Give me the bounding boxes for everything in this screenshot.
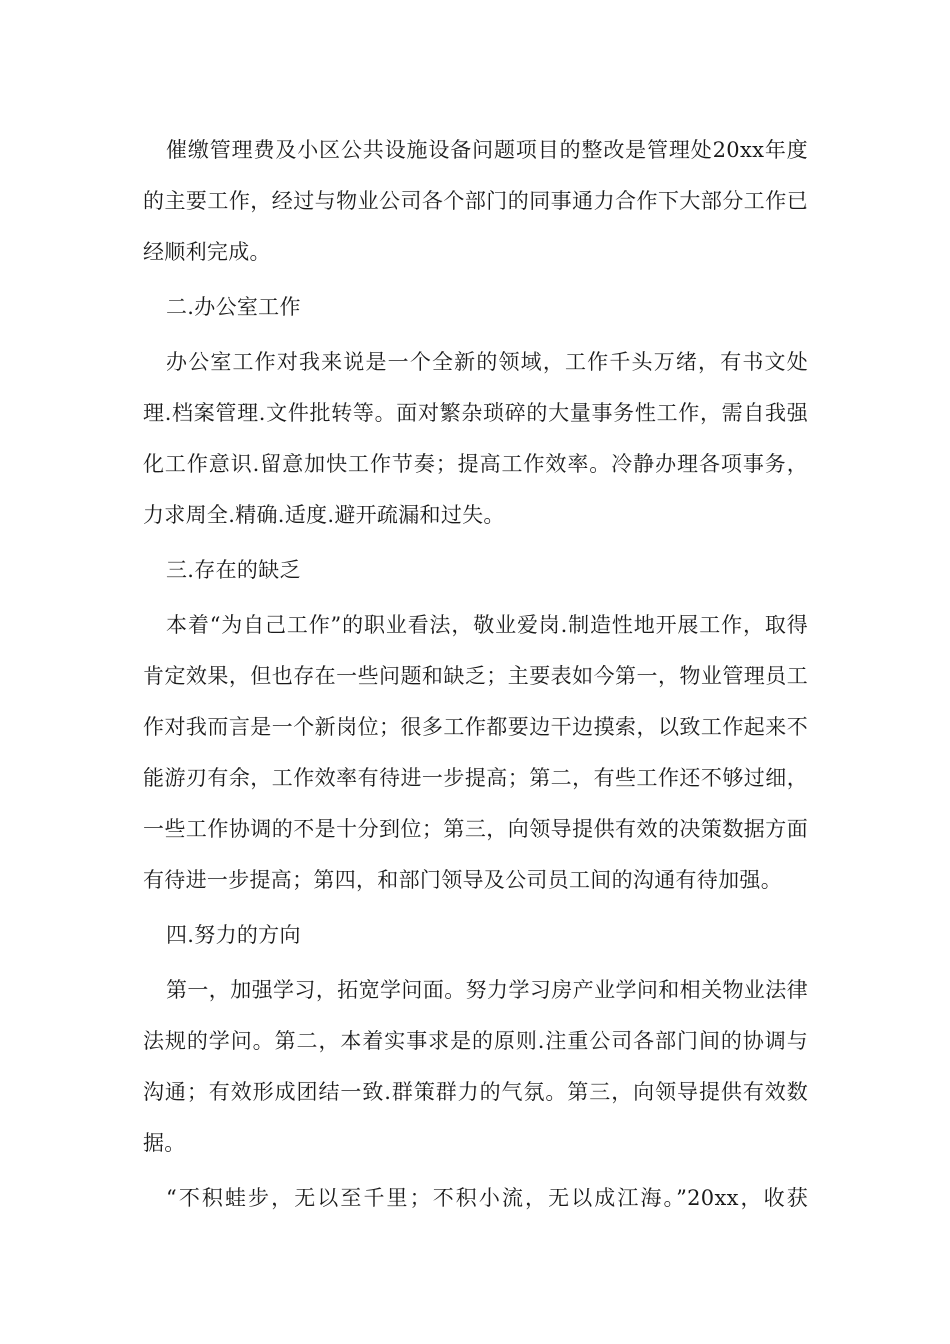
paragraph-direction: 第一，加强学习，拓宽学问面。努力学习房产业学问和相关物业法律法规的学问。第二，本着实事求是的原则.注重公司各部门间的协调与沟通；有效形成团结一致.群策群力的气氛。第三，向领导提供有效数据。: [143, 978, 808, 1155]
paragraph-office-work: 办公室工作对我来说是一个全新的领域，工作千头万绪，有书文处理.档案管理.文件批转等。面对繁杂琐碎的大量事务性工作，需自我强化工作意识.留意加快工作节奏；提高工作效率。冷静办理各项事务，力求周全.精确.适度.避开疏漏和过失。: [143, 350, 808, 527]
paragraph-fee-collection: 催缴管理费及小区公共设施设备问题项目的整改是管理处20xx年度的主要工作，经过与物业公司各个部门的同事通力合作下大部分工作已经顺利完成。: [143, 138, 808, 264]
heading-shortcomings: 三.存在的缺乏: [166, 558, 301, 582]
heading-direction: 四.努力的方向: [166, 923, 301, 947]
heading-office-work: 二.办公室工作: [166, 295, 301, 319]
document-body: [143, 125, 808, 1224]
paragraph-shortcomings: 本着“为自己工作”的职业看法，敬业爱岗.制造性地开展工作，取得肯定效果，但也存在一些问题和缺乏；主要表如今第一，物业管理员工作对我而言是一个新岗位；很多工作都要边干边摸索，以致工作起来不能游刃有余，工作效率有待进一步提高；第二，有些工作还不够过细，一些工作协调的不是十分到位；第三，向领导提供有效的决策数据方面有待进一步提高；第四，和部门领导及公司员工间的沟通有待加强。: [143, 613, 808, 892]
paragraph-quote: “不积蛙步，无以至千里；不积小流，无以成江海。”20xx，收获: [166, 1186, 808, 1210]
